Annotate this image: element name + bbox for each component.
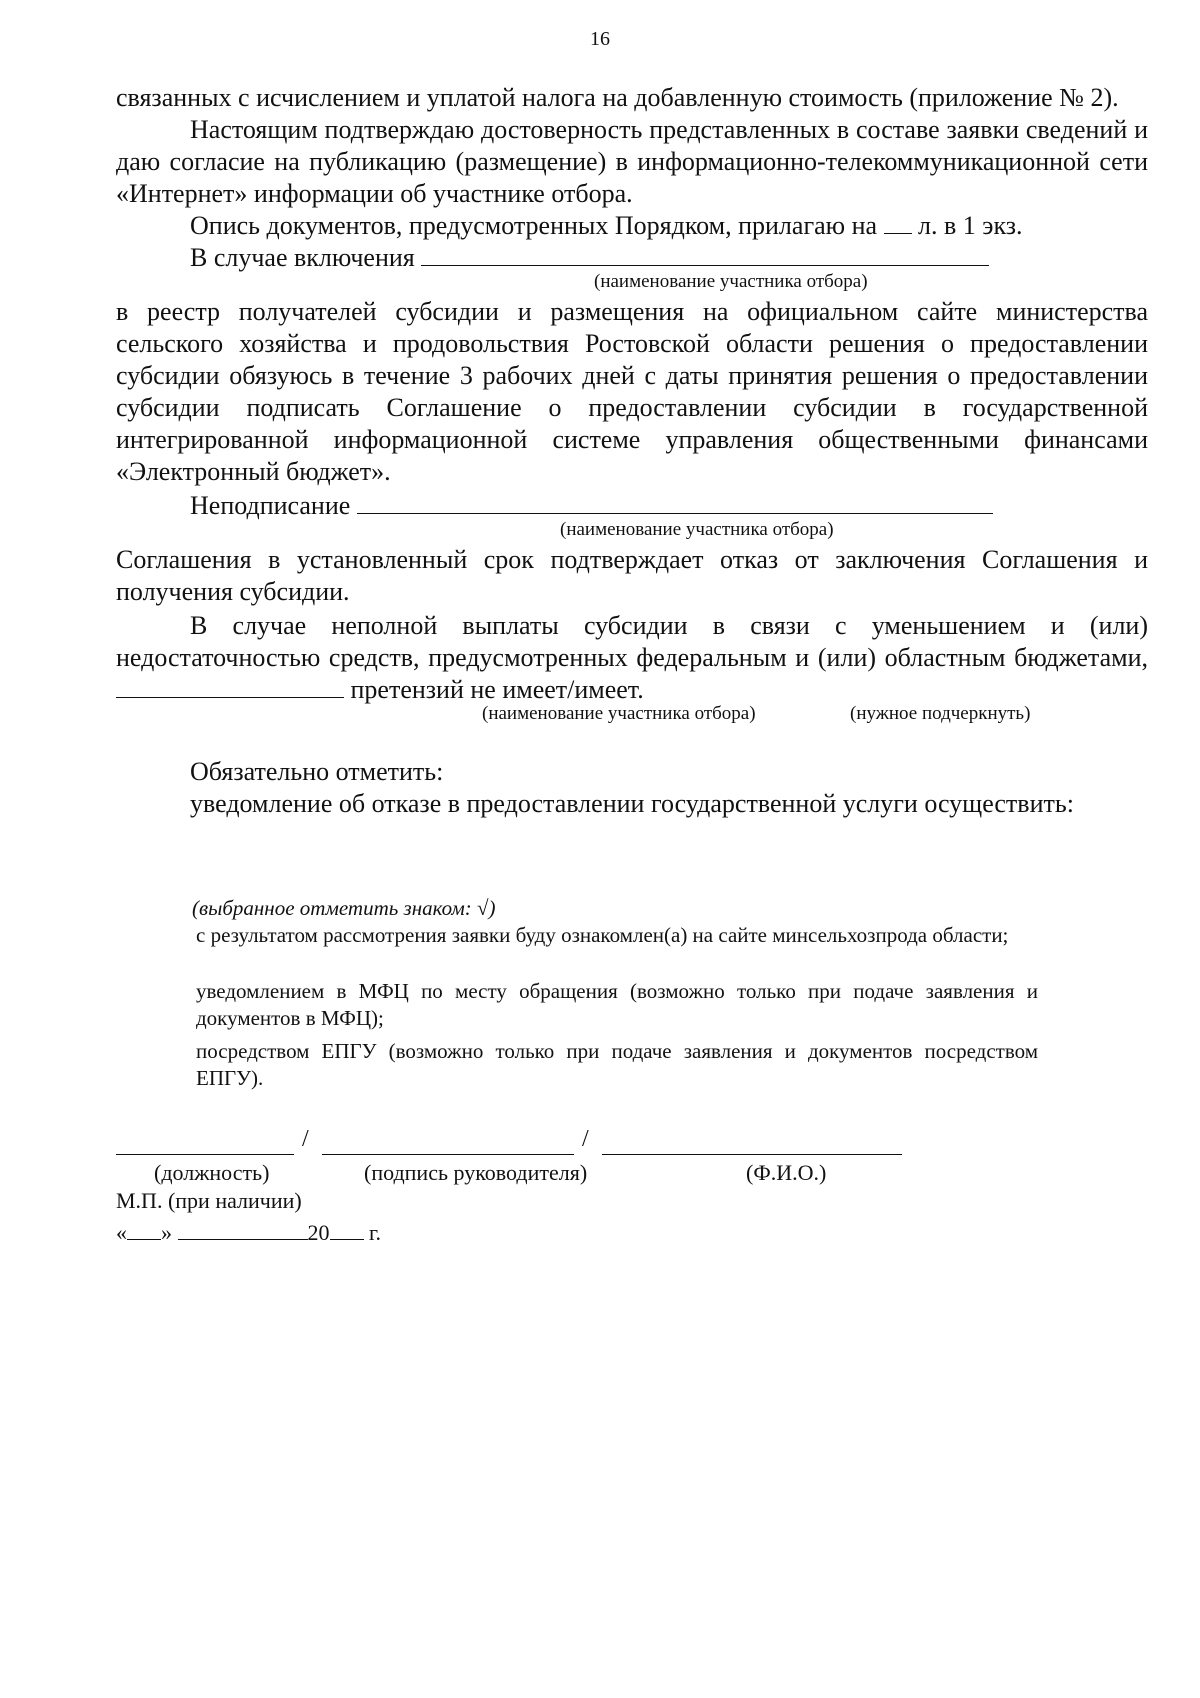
stamp-label: М.П. (при наличии) <box>116 1188 302 1213</box>
position-blank[interactable] <box>116 1132 294 1155</box>
caption-participant-3: (наименование участника отбора) <box>482 703 756 724</box>
month-blank[interactable] <box>178 1221 308 1240</box>
position-caption: (должность) <box>154 1160 270 1185</box>
paragraph-4: В случае включения <box>116 242 1148 274</box>
paragraph-5: в реестр получателей субсидии и размещения на официальном сайте министерства сельского хозяйства и продовольствия Ростовской области решения о предоставлении субсидии обязуюсь в течение 3 рабочих дней с даты принятия решения о предоставлении субсидии подписать Соглашение о предоставлении субсидии в государственной интегрированной информационной системе управления общественными финансами «Электронный бюджет». <box>116 297 1148 486</box>
captions-row <box>116 703 1148 730</box>
signature-block <box>116 1120 1016 1246</box>
paragraph-2: Настоящим подтверждаю достоверность представленных в составе заявки сведений и даю согласие на публикацию (размещение) в информационно-телекоммуникационной сети «Интернет» информации об участнике отбора. <box>116 115 1148 208</box>
participant-name-blank-2[interactable] <box>357 491 993 514</box>
participant-name-blank-1[interactable] <box>421 243 989 266</box>
caption-underline: (нужное подчеркнуть) <box>850 703 1031 724</box>
day-blank[interactable] <box>127 1221 161 1240</box>
date-line: « » 20 г. <box>116 1220 382 1245</box>
page-number: 16 <box>590 28 610 50</box>
paragraph-3: Опись документов, предусмотренных Порядком, прилагаю на л. в 1 экз. <box>190 211 1023 240</box>
option-2[interactable]: уведомлением в МФЦ по месту обращения (возможно только при подаче заявления и документов в МФЦ); <box>196 979 1038 1030</box>
paragraph-1: связанных с исчислением и уплатой налога на добавленную стоимость (приложение № 2). <box>116 83 1119 112</box>
paragraph-8: В случае неполной выплаты субсидии в связи с уменьшением и (или) недостаточностью средств, предусмотренных федеральным и (или) областным бюджетами, претензий не имеет/имеет. <box>116 611 1148 704</box>
participant-name-blank-3[interactable] <box>116 675 344 698</box>
year-blank[interactable] <box>330 1221 364 1240</box>
selection-hint: (выбранное отметить знаком: √) <box>192 896 496 920</box>
main-text <box>116 82 1148 820</box>
paragraph-7: Соглашения в установленный срок подтверждает отказ от заключения Соглашения и получения субсидии. <box>116 545 1148 606</box>
caption-participant-1: (наименование участника отбора) <box>594 271 868 292</box>
note-text: уведомление об отказе в предоставлении государственной услуги осуществить: <box>190 789 1074 818</box>
signature-captions <box>116 1160 1016 1186</box>
pages-count-blank[interactable] <box>884 211 912 234</box>
signature-blank[interactable] <box>322 1132 574 1155</box>
signature-lines: / / <box>116 1120 1016 1160</box>
fio-caption: (Ф.И.О.) <box>746 1160 827 1185</box>
note-title: Обязательно отметить: <box>190 757 444 786</box>
paragraph-6: Неподписание <box>116 490 1148 522</box>
caption-participant-2: (наименование участника отбора) <box>560 519 834 540</box>
signature-caption: (подпись руководителя) <box>364 1160 588 1185</box>
fio-blank[interactable] <box>602 1132 902 1155</box>
option-1[interactable]: с результатом рассмотрения заявки буду ознакомлен(а) на сайте минсельхозпрода области; <box>196 923 1009 947</box>
option-3[interactable]: посредством ЕПГУ (возможно только при подаче заявления и документов посредством ЕПГУ). <box>196 1039 1038 1090</box>
